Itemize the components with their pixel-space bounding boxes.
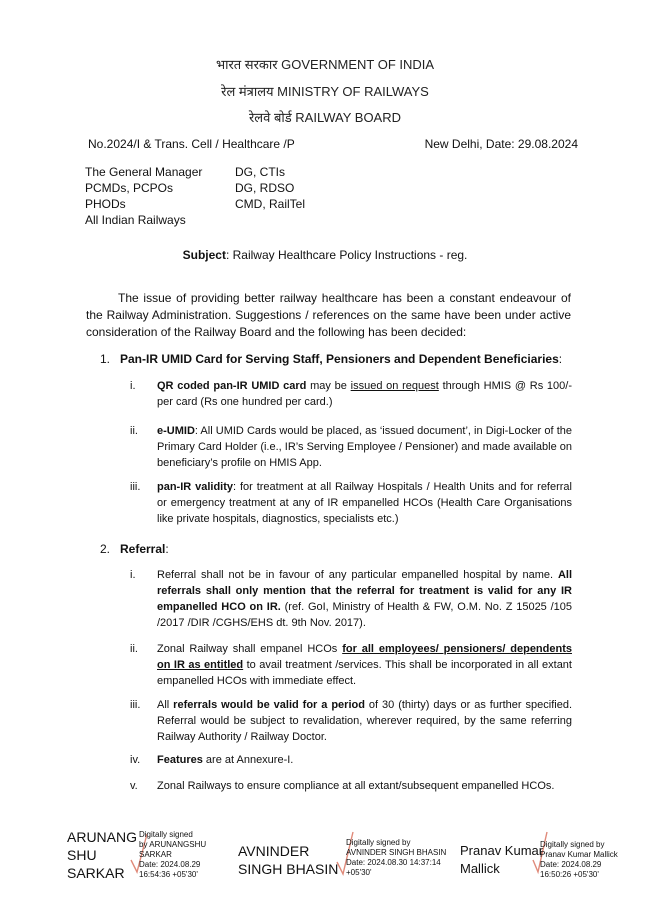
signer-name: AVNINDER SINGH BHASIN [238, 843, 339, 877]
item-text: Referral shall not be in favour of any particular empanelled hospital by name. All referrals shall only mention that the referral for treatment is valid for any IR empanelled HCO on IR. (ref. GoI, Ministry of Health & FW, O.M. No. Z 15025 /105 /2017 /DIR /CGHS/EHS dt. 9th Nov. 2017). [157, 569, 572, 629]
item-text: All referrals would be valid for a period of 30 (thirty) days or as further specified. Referral would be subject to revalidation, wherever required, by the same referring Railway Authority / Railway Doctor. [157, 699, 572, 743]
item-number: ii. [130, 643, 138, 655]
subject-text: : Railway Healthcare Policy Instructions - reg. [225, 248, 468, 262]
letter-date: New Delhi, Date: 29.08.2024 [424, 137, 578, 151]
subject-line [0, 248, 650, 262]
reference-number: No.2024/I & Trans. Cell / Healthcare /P [88, 137, 295, 151]
digital-signature-2 [238, 820, 453, 910]
signer-name: Pranav Kumar Mallick [460, 843, 544, 876]
header-government: भारत सरकार GOVERNMENT OF INDIA [215, 57, 435, 72]
addressee: DG, RDSO [235, 181, 295, 195]
item-number: ii. [130, 425, 138, 437]
header-board: रेलवे बोर्ड RAILWAY BOARD [248, 110, 402, 125]
addressee-list-2 [235, 164, 305, 212]
addressee-list-1 [85, 164, 202, 228]
item-number: iii. [130, 481, 141, 493]
item-number: v. [130, 780, 138, 792]
item-text: Zonal Railway shall empanel HCOs for all employees/ pensioners/ dependents on IR as entitled to avail treatment /services. This shall be incorporated in all extant empanelled HCOs with immediate effect. [157, 643, 572, 687]
header-ministry: रेल मंत्रालय MINISTRY OF RAILWAYS [221, 84, 429, 99]
item-number: i. [130, 380, 136, 392]
addressee: DG, CTIs [235, 165, 285, 179]
item-text: pan-IR validity: for treatment at all Railway Hospitals / Health Units and for referral or emergency treatment at any of IR empanelled HCOs (Health Care Organisations like private hospitals, diagnostics, specialists etc.) [157, 481, 572, 525]
signature-details: Digitally signed by AVNINDER SINGH BHASIN Date: 2024.08.30 14:37:14 +05'30' [346, 838, 447, 877]
section-title: Pan-IR UMID Card for Serving Staff, Pensioners and Dependent Beneficiaries [120, 352, 559, 366]
intro-paragraph: The issue of providing better railway healthcare has been a constant endeavour of the Railway Administration. Suggestions / references on the same have been under active consideration of the Railway Board and the following has been decided: [86, 291, 571, 339]
section-heading: 2. Referral: [100, 542, 169, 556]
subject-label: Subject [182, 248, 226, 262]
item-number: iii. [130, 699, 141, 711]
section-heading: 1. Pan-IR UMID Card for Serving Staff, Pensioners and Dependent Beneficiaries: [100, 352, 563, 366]
item-text: Features are at Annexure-I. [157, 754, 294, 766]
item-number: iv. [130, 754, 141, 766]
digital-signature-3 [460, 820, 645, 910]
signature-details: Digitally signed by ARUNANGSHU SARKAR Date: 2024.08.29 16:54:36 +05'30' [139, 830, 207, 879]
item-text: QR coded pan-IR UMID card may be issued on request through HMIS @ Rs 100/- per card (Rs one hundred per card.) [157, 380, 573, 408]
addressee: The General Manager [85, 165, 203, 179]
addressee: PHODs [85, 197, 126, 211]
addressee: All Indian Railways [85, 213, 186, 227]
addressee: CMD, RailTel [235, 197, 306, 211]
item-text: Zonal Railways to ensure compliance at all extant/subsequent empanelled HCOs. [157, 780, 555, 792]
signer-name: ARUNANG SHU SARKAR [67, 829, 138, 881]
signature-details: Digitally signed by Pranav Kumar Mallick Date: 2024.08.29 16:50:26 +05'30' [540, 840, 618, 879]
item-number: i. [130, 569, 136, 581]
section-number: 1. [100, 352, 111, 366]
addressee: PCMDs, PCPOs [85, 181, 174, 195]
section-title: Referral [120, 542, 166, 556]
digital-signature-1 [62, 820, 252, 910]
section-number: 2. [100, 542, 111, 556]
item-text: e-UMID: All UMID Cards would be placed, as ‘issued document’, in Digi-Locker of the Primary Card Holder (i.e., IR’s Serving Employee / Pensioner) and made available on beneficiary’s profile on HMIS App. [157, 425, 572, 469]
